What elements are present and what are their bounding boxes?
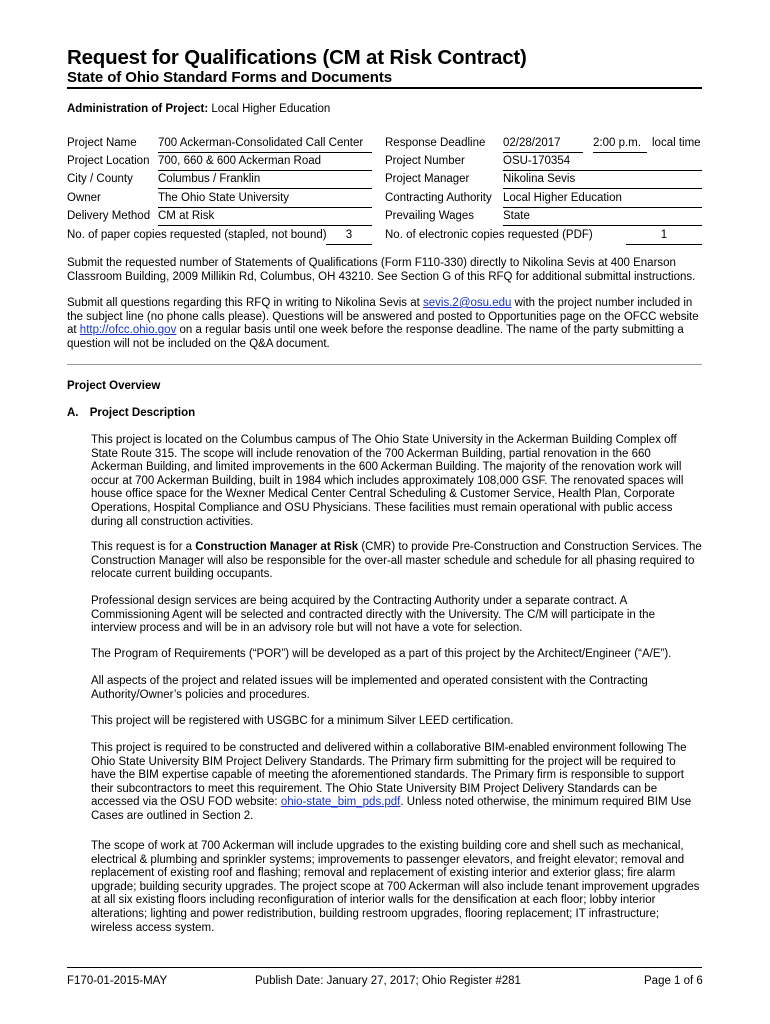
project-manager-value: Nikolina Sevis xyxy=(503,173,702,189)
description-paragraph-1: This project is located on the Columbus campus of The Ohio State University in the Ackerman Building Complex off State Route 315. The scope will include renovation of the 700 Ackerman Building, partial renovation in the 660 Ackerman Building, and limited improvements in the 600 Ackerman Building. The majority of the renovation work will occur at 700 Ackerman Building, built in 1984 which includes approximately 108,000 GSF. The renovated spaces will house office space for the Wexner Medical Center Central Scheduling & Customer Service, Health Plan, Corporate Operations, Hospital Compliance and OSU Physicians. These facilities must remain operational with public access during all construction activities. xyxy=(91,434,684,528)
electronic-copies-label: No. of electronic copies requested (PDF) xyxy=(385,229,593,241)
administration-label: Administration of Project: xyxy=(67,103,209,115)
delivery-method-value: CM at Risk xyxy=(158,210,372,226)
ofcc-website-link[interactable]: http://ofcc.ohio.gov xyxy=(79,324,177,337)
prevailing-wages-value: State xyxy=(503,210,702,226)
description-paragraph-5: All aspects of the project and related issues will be implemented and operated consistent with the Contracting Authority/Owner’s policies and procedures. xyxy=(91,675,648,701)
bim-standards-link[interactable]: ohio-state_bim_pds.pdf xyxy=(280,796,401,809)
response-deadline-label: Response Deadline xyxy=(385,137,486,149)
questions-text-3: on a regular basis until one week before the response deadline. The name of the party submitting a question will not be included on the Q&A document. xyxy=(67,324,684,350)
footer-publish-date: Publish Date: January 27, 2017; Ohio Register #281 xyxy=(255,975,521,987)
p7-text-a: This project is required to be constructed and delivered within a collaborative BIM-enabled environment following The Ohio State University BIM Project Delivery Standards. The Primary firm submitting for the project will be required to have the BIM expertise capable of meeting the aforementioned standards. The Primary firm is responsible to support their subcontractors to meet this requirement. The Ohio State University BIM Project Delivery Standards can be accessed via the OSU FOD website: xyxy=(91,742,687,809)
project-manager-label: Project Manager xyxy=(385,173,470,185)
project-number-value: OSU-170354 xyxy=(503,155,702,171)
paper-copies-value: 3 xyxy=(326,229,372,245)
project-location-label: Project Location xyxy=(67,155,150,167)
response-deadline-suffix: local time xyxy=(652,137,701,149)
project-name-label: Project Name xyxy=(67,137,137,149)
contact-email-link[interactable]: sevis.2@osu.edu xyxy=(423,297,512,309)
p7-text-b: . Unless noted otherwise, the minimum required BIM Use Cases are outlined in Section 2. xyxy=(91,796,692,822)
project-name-value: 700 Ackerman-Consolidated Call Center xyxy=(158,137,372,153)
owner-label: Owner xyxy=(67,192,101,204)
description-paragraph-4: The Program of Requirements (“POR”) will be developed as a part of this project by the Architect/Engineer (“A/E”). xyxy=(91,648,672,660)
document-title: Request for Qualifications (CM at Risk Contract) xyxy=(67,46,527,69)
questions-instructions xyxy=(67,297,703,351)
contracting-authority-value: Local Higher Education xyxy=(503,192,702,208)
description-paragraph-6: This project will be registered with USGBC for a minimum Silver LEED certification. xyxy=(91,715,514,727)
p2-text-bold: Construction Manager at Risk xyxy=(195,541,359,553)
p2-text-c: (CMR) to provide Pre-Construction and Construction Services. The Construction Manager will also be responsible for the over-all master schedule and schedule for all phasing required to relocate current building occupants. xyxy=(91,541,702,581)
footer-rule xyxy=(67,967,702,968)
description-paragraph-8: The scope of work at 700 Ackerman will include upgrades to the existing building core and shell such as mechanical, electrical & plumbing and sprinkler systems; improvements to passenger elevators, and freight elevator; removal and replacement of existing roof and flashing; removal and replacement of existing interior and exterior glass; fire alarm upgrade; building security upgrades. The project scope at 700 Ackerman will also include tenant improvement upgrades at all six existing floors including reconfiguration of interior walls for the densification at each floor; lobby interior alterations; lighting and power redistribution, building restroom upgrades, flooring replacement; IT infrastructure; wireless access system. xyxy=(91,840,700,934)
questions-text-1: Submit all questions regarding this RFQ in writing to Nikolina Sevis at xyxy=(67,297,424,309)
project-number-label: Project Number xyxy=(385,155,465,167)
electronic-copies-value: 1 xyxy=(626,229,702,245)
section-divider xyxy=(67,364,702,365)
paper-copies-label: No. of paper copies requested (stapled, not bound) xyxy=(67,229,327,241)
city-county-value: Columbus / Franklin xyxy=(158,173,372,189)
city-county-label: City / County xyxy=(67,173,133,185)
footer-page-number: Page 1 of 6 xyxy=(644,975,703,987)
administration-value: Local Higher Education xyxy=(211,103,331,115)
document-subtitle: State of Ohio Standard Forms and Documents xyxy=(67,69,393,86)
response-deadline-time: 2:00 p.m. xyxy=(593,137,647,153)
description-paragraph-7 xyxy=(91,742,703,824)
section-a-letter: A. xyxy=(67,407,79,419)
p2-text-a: This request is for a xyxy=(91,541,196,553)
administration-line xyxy=(67,103,330,115)
description-paragraph-2 xyxy=(91,541,703,582)
project-location-value: 700, 660 & 600 Ackerman Road xyxy=(158,155,372,171)
contracting-authority-label: Contracting Authority xyxy=(385,192,492,204)
prevailing-wages-label: Prevailing Wages xyxy=(385,210,475,222)
title-rule xyxy=(67,87,702,89)
response-deadline-date: 02/28/2017 xyxy=(503,137,583,153)
section-a-title: Project Description xyxy=(89,407,196,419)
description-paragraph-3: Professional design services are being acquired by the Contracting Authority under a separate contract. A Commissioning Agent will be selected and contracted directly with the University. The C/M will participate in the interview process and will be in an advisory role but will not have a vote for selection. xyxy=(91,595,655,635)
project-overview-heading: Project Overview xyxy=(67,380,161,392)
delivery-method-label: Delivery Method xyxy=(67,210,151,222)
section-a-heading xyxy=(67,407,195,419)
submission-instructions: Submit the requested number of Statements of Qualifications (Form F110-330) directly to Nikolina Sevis at 400 Enarson Classroom Building, 2009 Millikin Rd, Columbus, OH 43210. See Section G of this RFQ for additional submittal instructions. xyxy=(67,257,696,283)
owner-value: The Ohio State University xyxy=(158,192,372,208)
footer-form-number: F170-01-2015-MAY xyxy=(67,975,168,987)
questions-text-2: with the project number included in the subject line (no phone calls please). Questions will be answered and posted to Opportunities page on the OFCC website at xyxy=(67,297,699,337)
